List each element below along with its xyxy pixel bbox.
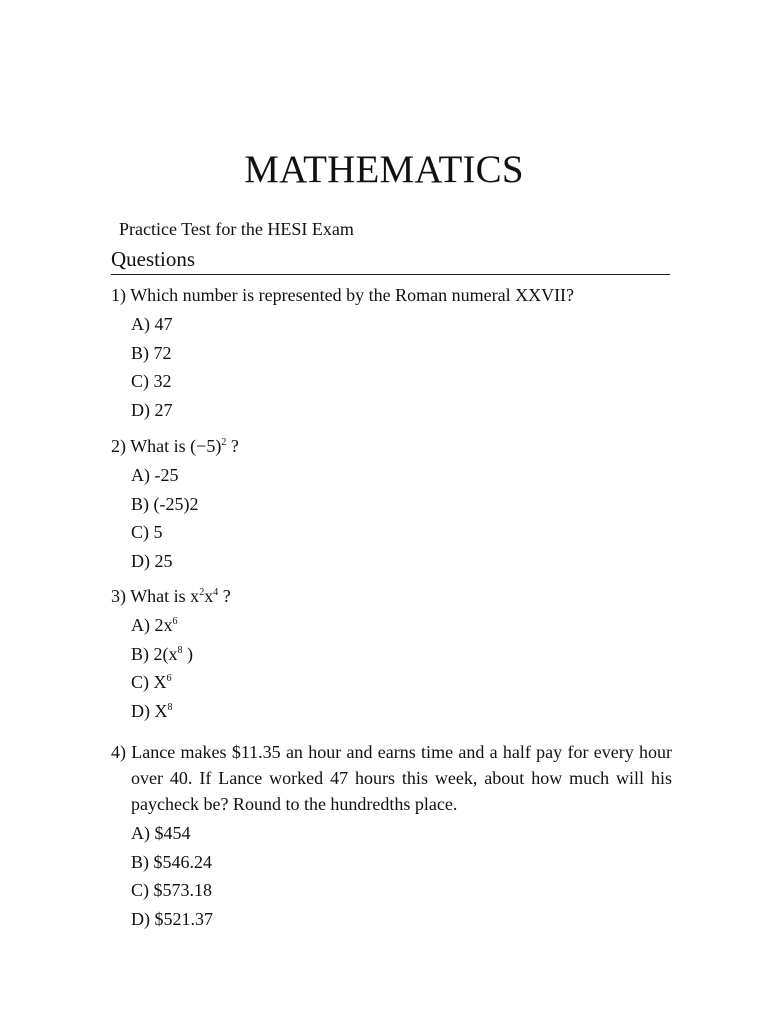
answer-option-b: B) 72 [131,342,172,363]
question-number: 3) [111,586,126,606]
exponent: 2 [199,587,205,598]
question-stem [111,282,672,308]
question-text-end: ? [218,586,231,606]
question-3 [111,583,672,735]
exponent: 2 [221,437,227,448]
answer-option-b: B) $546.24 [131,851,212,872]
answer-options [111,819,672,933]
answer-option-a: A) 47 [131,314,173,334]
section-heading-questions: Questions [111,245,670,275]
answer-option-c: C) 32 [131,371,172,391]
question-number: 2) [111,436,126,456]
answer-option-b: B) $2(x^8$ ) [131,643,193,664]
answer-options [111,310,672,424]
question-text: What is (−5) [130,436,222,456]
question-4 [111,739,672,933]
page-subtitle: Practice Test for the HESI Exam [119,219,354,239]
answer-option-a: A) $2x^6$ [131,615,178,635]
question-stem [111,583,672,609]
answer-option-c: C) $X^6$ [131,672,172,692]
answer-option-b: B) (-25)2 [131,493,199,514]
exponent: 8 [167,701,173,713]
question-text-end: ? [226,436,239,456]
question-text: Which number is represented by the Roman numeral XXVII? [130,285,575,305]
page-title: MATHEMATICS [244,148,524,191]
question-text: Lance makes $11.35 an hour and earns time and a half pay for every hour over 40. If Lance worked 47 hours this week, about how much will his paycheck be? Round to the hundredths place. [131,742,672,814]
answer-option-a: A) $454 [131,823,191,843]
answer-option-d: D) $X^8$ [131,700,173,721]
answer-option-c: C) $573.18 [131,880,212,900]
question-2 [111,433,672,579]
question-text-mid: x [204,586,214,606]
question-text: What is x [130,586,200,606]
question-number: 1) [111,285,126,305]
question-stem [111,433,672,459]
exponent: 8 [177,644,183,656]
answer-options [111,461,672,575]
answer-option-d: D) $521.37 [131,908,213,929]
answer-options [111,611,672,725]
exponent: 4 [213,587,219,598]
question-list [111,282,672,937]
answer-option-d: D) 25 [131,550,173,571]
question-1 [111,282,672,429]
question-stem [111,739,672,817]
exponent: 6 [172,616,178,627]
question-number: 4) [111,742,126,762]
answer-option-d: D) 27 [131,399,173,420]
answer-option-c: C) 5 [131,522,163,542]
answer-option-a: A) -25 [131,465,179,485]
exponent: 6 [166,673,172,684]
